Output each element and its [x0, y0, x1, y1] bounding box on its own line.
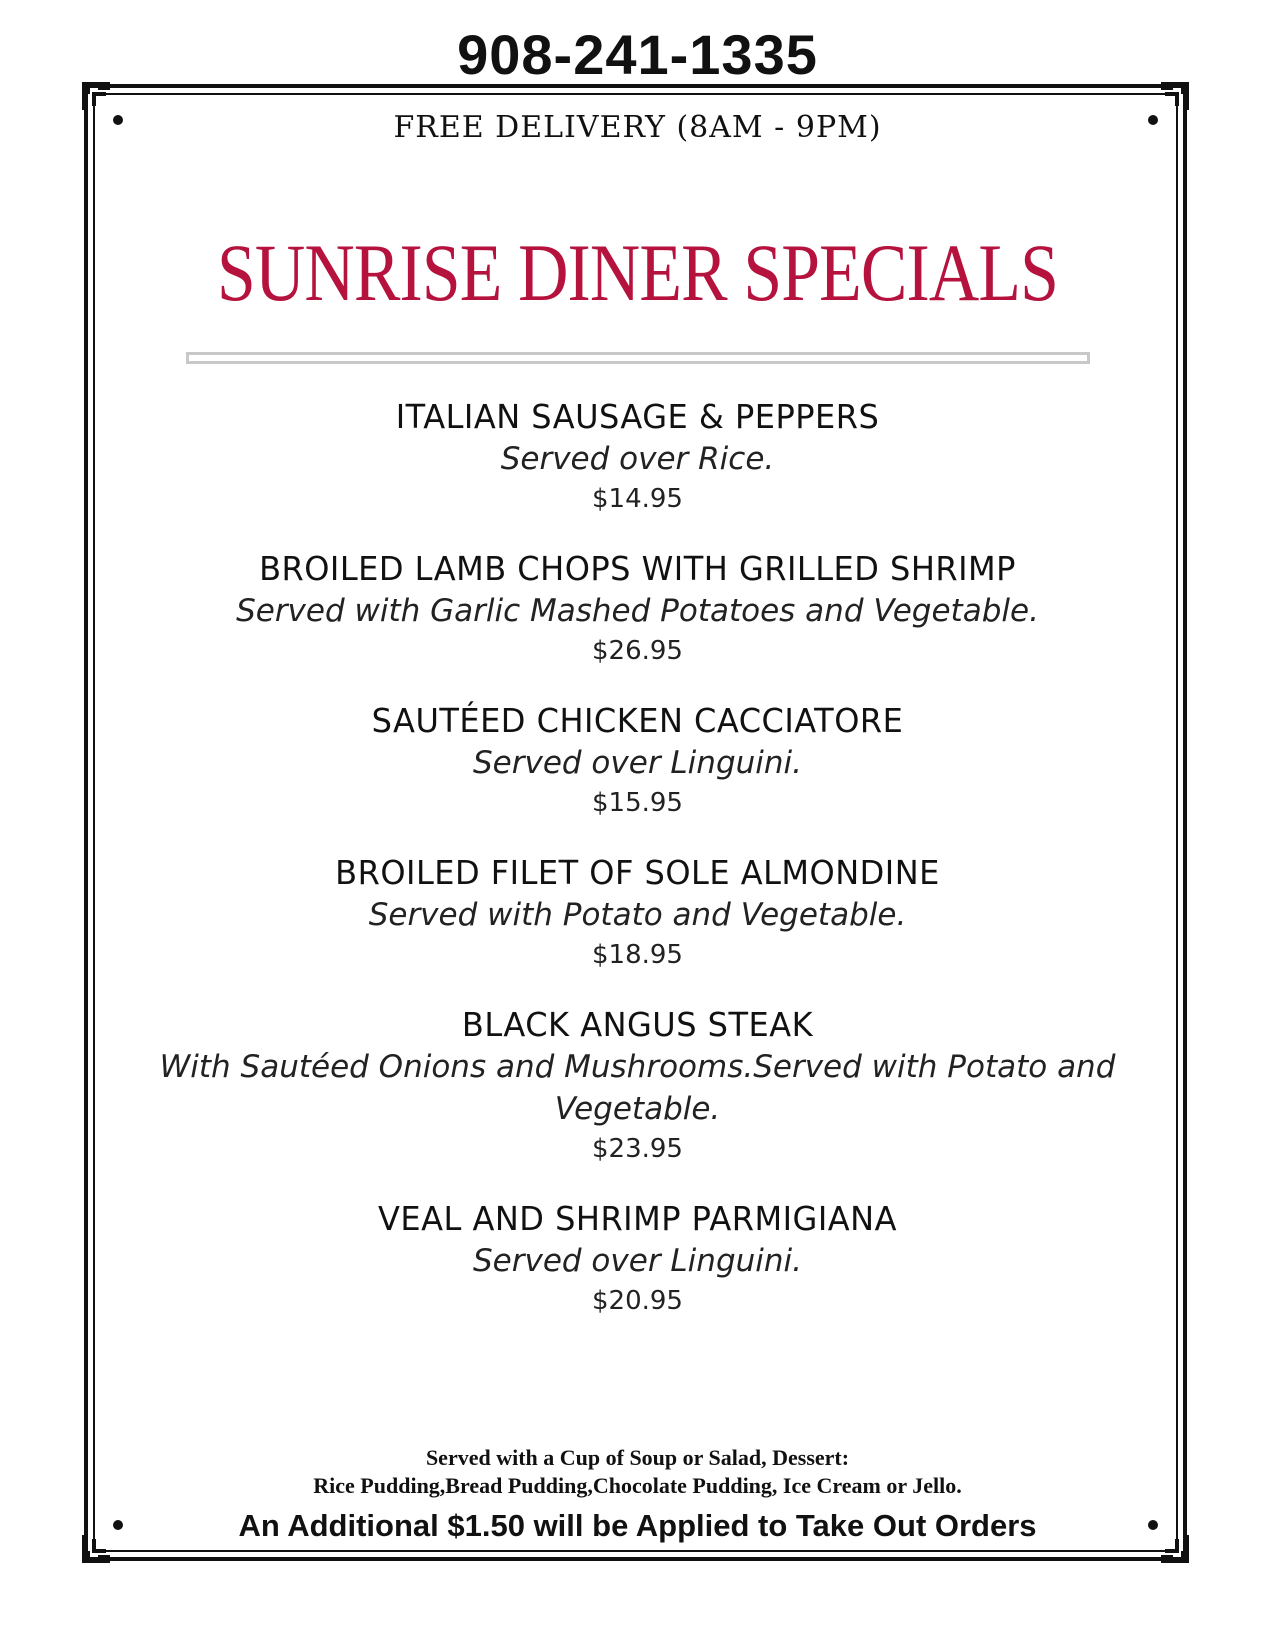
special-description: Served over Linguini. — [472, 1243, 802, 1279]
special-item — [150, 700, 1125, 822]
title-divider — [186, 352, 1090, 364]
special-item — [150, 1004, 1125, 1168]
special-name: ITALIAN SAUSAGE & PEPPERS — [395, 397, 880, 436]
specials-list — [150, 396, 1125, 1350]
special-name: SAUTÉED CHICKEN CACCIATORE — [371, 701, 904, 740]
special-price: $14.95 — [592, 484, 683, 514]
special-price: $18.95 — [592, 940, 683, 970]
special-description: With Sautéed Onions and Mushrooms.Served with Potato and Vegetable. — [159, 1049, 1116, 1127]
special-item — [150, 396, 1125, 518]
special-description: Served with Potato and Vegetable. — [368, 897, 907, 933]
special-name: BROILED LAMB CHOPS WITH GRILLED SHRIMP — [259, 549, 1016, 588]
sides-note-line-2: Rice Pudding,Bread Pudding,Chocolate Pudding, Ice Cream or Jello. — [313, 1473, 962, 1498]
special-name: VEAL AND SHRIMP PARMIGIANA — [378, 1199, 897, 1238]
special-price: $20.95 — [592, 1286, 683, 1316]
special-description: Served with Garlic Mashed Potatoes and Vegetable. — [236, 593, 1039, 629]
special-item — [150, 1198, 1125, 1320]
special-name: BLACK ANGUS STEAK — [461, 1005, 814, 1044]
special-description: Served over Linguini. — [472, 745, 802, 781]
takeout-surcharge-note: An Additional $1.50 will be Applied to Take Out Orders — [238, 1508, 1037, 1543]
special-price: $26.95 — [592, 636, 683, 666]
special-description: Served over Rice. — [500, 441, 775, 477]
menu-title: SUNRISE DINER SPECIALS — [216, 227, 1059, 318]
sides-note — [0, 1444, 1275, 1500]
special-name: BROILED FILET OF SOLE ALMONDINE — [335, 853, 940, 892]
phone-number: 908-241-1335 — [457, 23, 818, 86]
special-item — [150, 852, 1125, 974]
special-price: $23.95 — [592, 1134, 683, 1164]
special-item — [150, 548, 1125, 670]
special-price: $15.95 — [592, 788, 683, 818]
delivery-hours: FREE DELIVERY (8AM - 9PM) — [393, 110, 882, 145]
sides-note-line-1: Served with a Cup of Soup or Salad, Dessert: — [425, 1445, 850, 1470]
